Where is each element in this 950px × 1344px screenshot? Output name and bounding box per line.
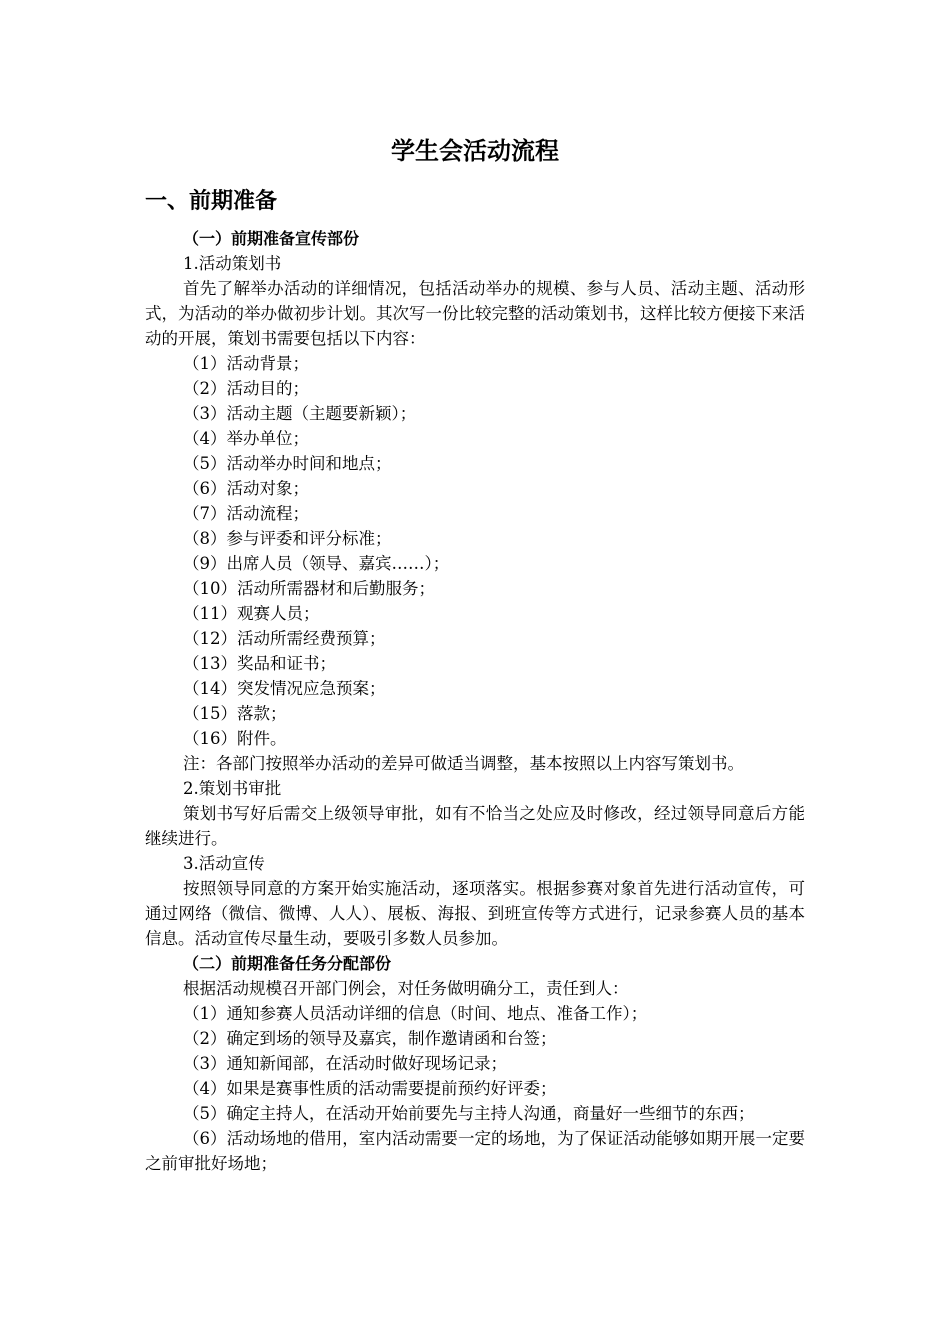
subsection-heading-1: （一）前期准备宣传部份 <box>183 229 360 248</box>
plan-content-list <box>145 351 805 751</box>
subsection-heading-2: （二）前期准备任务分配部份 <box>183 954 392 973</box>
note-paragraph: 注：各部门按照举办活动的差异可做适当调整，基本按照以上内容写策划书。 <box>183 754 744 773</box>
paragraph-1: 首先了解举办活动的详细情况，包括活动举办的规模、参与人员、活动主题、活动形式，为活动的举办做初步计划。其次写一份比较完整的活动策划书，这样比较方便接下来活动的开展，策划书需要包括以下内容： <box>145 279 805 348</box>
list-item: （16）附件。 <box>183 729 287 748</box>
paragraph-3: 按照领导同意的方案开始实施活动，逐项落实。根据参赛对象首先进行活动宣传，可通过网络（微信、微博、人人）、展板、海报、到班宣传等方式进行，记录参赛人员的基本信息。活动宣传尽量生动，要吸引多数人员参加。 <box>145 879 805 948</box>
paragraph-2: 策划书写好后需交上级领导审批，如有不恰当之处应及时修改，经过领导同意后方能继续进行。 <box>145 804 805 848</box>
task-item-5: （5）确定主持人，在活动开始前要先与主持人沟通，商量好一些细节的东西； <box>183 1104 755 1123</box>
item-title-1: 1.活动策划书 <box>183 254 282 273</box>
task-item-6: （6）活动场地的借用，室内活动需要一定的场地，为了保证活动能够如期开展一定要之前审批好场地； <box>145 1129 805 1173</box>
list-item: （10）活动所需器材和后勤服务； <box>183 579 435 598</box>
list-item: （1）活动背景； <box>183 354 309 373</box>
task-list <box>145 1001 805 1101</box>
list-item: （6）活动对象； <box>183 479 309 498</box>
list-item: （3）通知新闻部，在活动时做好现场记录； <box>183 1054 507 1073</box>
list-item: （5）活动举办时间和地点； <box>183 454 392 473</box>
list-item: （9）出席人员（领导、嘉宾……）； <box>183 554 450 573</box>
item-title-3: 3.活动宣传 <box>183 854 265 873</box>
list-item: （11）观赛人员； <box>183 604 320 623</box>
list-item: （13）奖品和证书； <box>183 654 336 673</box>
item-title-2: 2.策划书审批 <box>183 779 282 798</box>
list-item: （7）活动流程； <box>183 504 309 523</box>
list-item: （1）通知参赛人员活动详细的信息（时间、地点、准备工作）； <box>183 1004 648 1023</box>
paragraph-intro: 根据活动规模召开部门例会，对任务做明确分工，责任到人： <box>183 979 629 998</box>
list-item: （12）活动所需经费预算； <box>183 629 386 648</box>
list-item: （2）确定到场的领导及嘉宾，制作邀请函和台签； <box>183 1029 557 1048</box>
list-item: （3）活动主题（主题要新颖）； <box>183 404 417 423</box>
list-item: （14）突发情况应急预案； <box>183 679 386 698</box>
list-item: （4）如果是赛事性质的活动需要提前预约好评委； <box>183 1079 557 1098</box>
list-item: （2）活动目的； <box>183 379 309 398</box>
list-item: （8）参与评委和评分标准； <box>183 529 392 548</box>
list-item: （4）举办单位； <box>183 429 309 448</box>
section-heading: 一、前期准备 <box>145 189 278 214</box>
document-body <box>145 226 805 1176</box>
page-title: 学生会活动流程 <box>391 137 559 165</box>
list-item: （15）落款； <box>183 704 287 723</box>
